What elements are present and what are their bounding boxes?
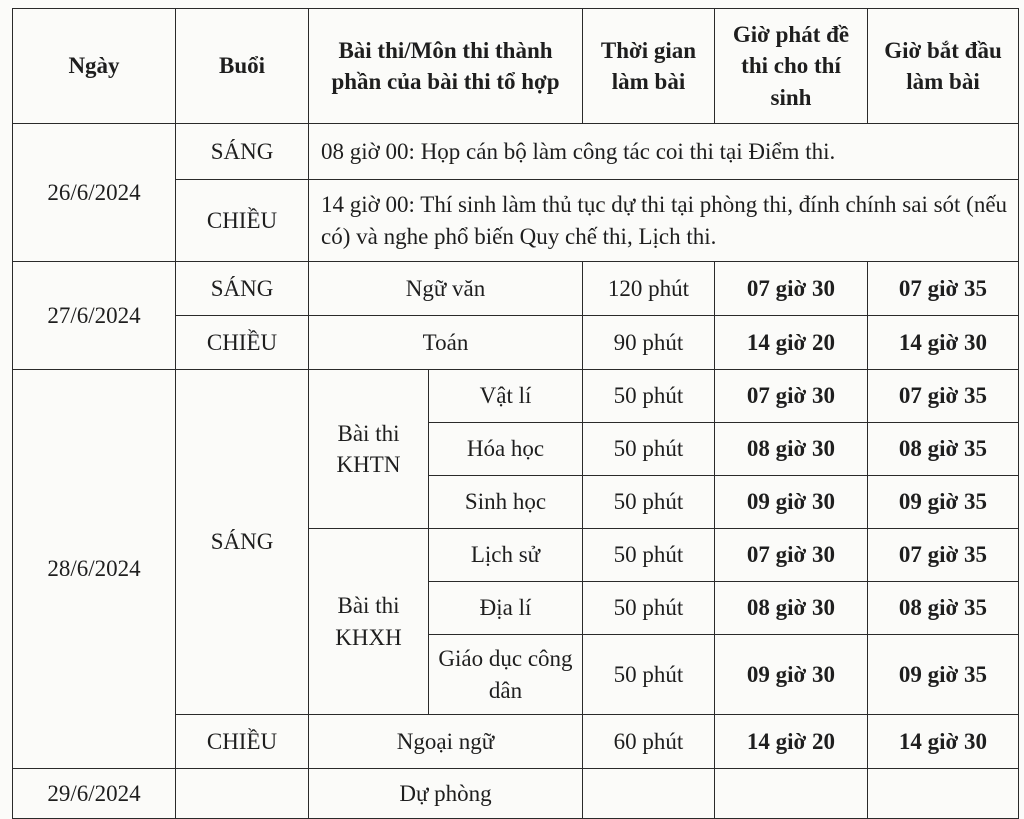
duration-cell: 50 phút — [583, 370, 715, 423]
header-buoi: Buổi — [176, 9, 309, 124]
subject-cell: Giáo dục công dân — [429, 635, 583, 715]
session-cell: CHIỀU — [176, 180, 309, 262]
start-time-cell: 14 giờ 30 — [868, 316, 1019, 370]
session-cell: SÁNG — [176, 370, 309, 715]
distribute-time-cell: 07 giờ 30 — [715, 262, 868, 316]
duration-cell — [583, 769, 715, 819]
group-cell-khtn: Bài thi KHTN — [309, 370, 429, 529]
note-cell: 14 giờ 00: Thí sinh làm thủ tục dự thi tại phòng thi, đính chính sai sót (nếu có) và nghe phổ biến Quy chế thi, Lịch thi. — [309, 180, 1019, 262]
distribute-time-cell: 14 giờ 20 — [715, 316, 868, 370]
subject-cell: Sinh học — [429, 476, 583, 529]
header-row — [13, 9, 1019, 124]
distribute-time-cell: 08 giờ 30 — [715, 423, 868, 476]
start-time-cell: 08 giờ 35 — [868, 423, 1019, 476]
distribute-time-cell: 07 giờ 30 — [715, 529, 868, 582]
subject-cell: Dự phòng — [309, 769, 583, 819]
subject-cell: Hóa học — [429, 423, 583, 476]
date-cell: 29/6/2024 — [13, 769, 176, 819]
duration-cell: 50 phút — [583, 423, 715, 476]
start-time-cell: 07 giờ 35 — [868, 262, 1019, 316]
duration-cell: 60 phút — [583, 715, 715, 769]
distribute-time-cell: 07 giờ 30 — [715, 370, 868, 423]
start-time-cell: 09 giờ 35 — [868, 476, 1019, 529]
start-time-cell: 09 giờ 35 — [868, 635, 1019, 715]
duration-cell: 120 phút — [583, 262, 715, 316]
session-cell: CHIỀU — [176, 715, 309, 769]
start-time-cell: 07 giờ 35 — [868, 529, 1019, 582]
subject-cell: Địa lí — [429, 582, 583, 635]
session-cell — [176, 769, 309, 819]
session-cell: SÁNG — [176, 262, 309, 316]
header-thoi-gian: Thời gian làm bài — [583, 9, 715, 124]
session-cell: CHIỀU — [176, 316, 309, 370]
start-time-cell: 08 giờ 35 — [868, 582, 1019, 635]
table-row — [13, 370, 1019, 423]
duration-cell: 90 phút — [583, 316, 715, 370]
exam-schedule-table — [12, 8, 1019, 819]
subject-cell: Lịch sử — [429, 529, 583, 582]
distribute-time-cell: 09 giờ 30 — [715, 635, 868, 715]
subject-cell: Ngữ văn — [309, 262, 583, 316]
header-ngay: Ngày — [13, 9, 176, 124]
subject-cell: Ngoại ngữ — [309, 715, 583, 769]
date-cell: 27/6/2024 — [13, 262, 176, 370]
table-row — [13, 124, 1019, 180]
distribute-time-cell: 09 giờ 30 — [715, 476, 868, 529]
header-gio-bat-dau: Giờ bắt đầu làm bài — [868, 9, 1019, 124]
subject-cell: Toán — [309, 316, 583, 370]
group-cell-khxh: Bài thi KHXH — [309, 529, 429, 715]
header-gio-phat-de: Giờ phát đề thi cho thí sinh — [715, 9, 868, 124]
distribute-time-cell — [715, 769, 868, 819]
session-cell: SÁNG — [176, 124, 309, 180]
header-mon-thi: Bài thi/Môn thi thành phần của bài thi tổ hợp — [309, 9, 583, 124]
start-time-cell: 14 giờ 30 — [868, 715, 1019, 769]
table-row — [13, 262, 1019, 316]
start-time-cell — [868, 769, 1019, 819]
date-cell: 28/6/2024 — [13, 370, 176, 769]
table-row — [13, 769, 1019, 819]
duration-cell: 50 phút — [583, 529, 715, 582]
distribute-time-cell: 08 giờ 30 — [715, 582, 868, 635]
duration-cell: 50 phút — [583, 476, 715, 529]
date-cell: 26/6/2024 — [13, 124, 176, 262]
note-cell: 08 giờ 00: Họp cán bộ làm công tác coi thi tại Điểm thi. — [309, 124, 1019, 180]
duration-cell: 50 phút — [583, 582, 715, 635]
start-time-cell: 07 giờ 35 — [868, 370, 1019, 423]
duration-cell: 50 phút — [583, 635, 715, 715]
subject-cell: Vật lí — [429, 370, 583, 423]
distribute-time-cell: 14 giờ 20 — [715, 715, 868, 769]
